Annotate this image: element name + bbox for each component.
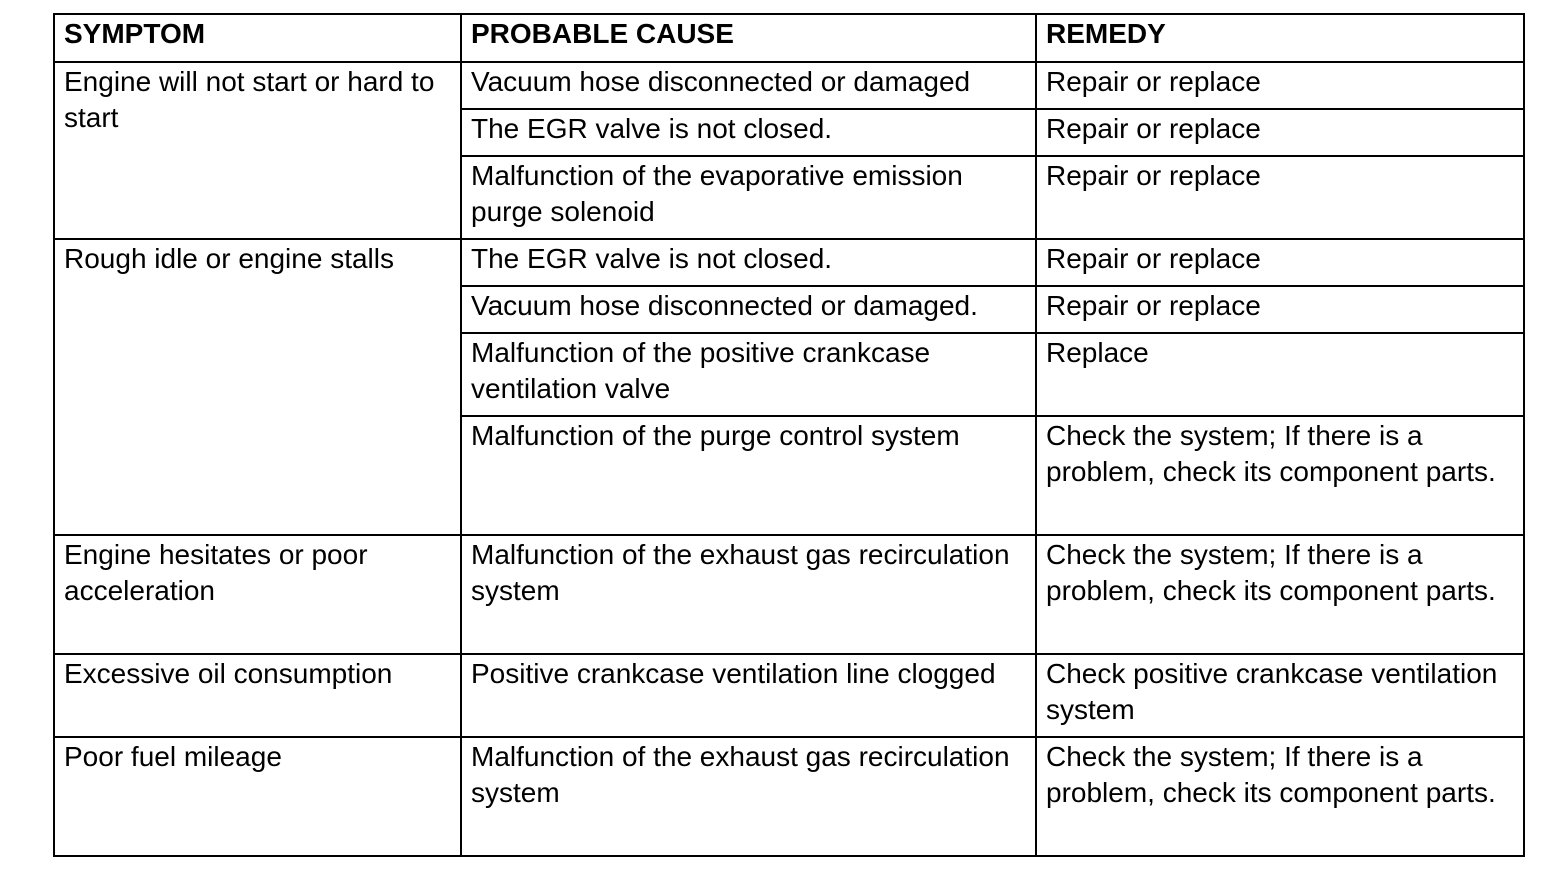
remedy-cell: Check the system; If there is a problem, check its component parts. <box>1036 737 1524 856</box>
table-row <box>54 535 1524 654</box>
remedy-cell: Repair or replace <box>1036 156 1524 239</box>
remedy-cell: Check the system; If there is a problem, check its component parts. <box>1036 535 1524 654</box>
remedy-cell: Repair or replace <box>1036 239 1524 286</box>
cause-cell: Malfunction of the evaporative emission purge solenoid <box>461 156 1036 239</box>
header-probable-cause: PROBABLE CAUSE <box>461 14 1036 62</box>
cause-cell: Malfunction of the exhaust gas recirculation system <box>461 737 1036 856</box>
remedy-cell: Repair or replace <box>1036 62 1524 109</box>
cause-cell: Malfunction of the exhaust gas recirculation system <box>461 535 1036 654</box>
table-row <box>54 654 1524 737</box>
table-row <box>54 737 1524 856</box>
symptom-cell: Rough idle or engine stalls <box>54 239 461 535</box>
table-row <box>54 239 1524 286</box>
symptom-cell: Poor fuel mileage <box>54 737 461 856</box>
cause-cell: The EGR valve is not closed. <box>461 109 1036 156</box>
troubleshooting-table <box>53 13 1525 857</box>
remedy-cell: Repair or replace <box>1036 109 1524 156</box>
remedy-cell: Replace <box>1036 333 1524 416</box>
header-row <box>54 14 1524 62</box>
cause-cell: The EGR valve is not closed. <box>461 239 1036 286</box>
table-row <box>54 62 1524 109</box>
symptom-cell: Engine hesitates or poor acceleration <box>54 535 461 654</box>
cause-cell: Malfunction of the purge control system <box>461 416 1036 535</box>
cause-cell: Vacuum hose disconnected or damaged <box>461 62 1036 109</box>
symptom-cell: Engine will not start or hard to start <box>54 62 461 239</box>
header-symptom: SYMPTOM <box>54 14 461 62</box>
header-remedy: REMEDY <box>1036 14 1524 62</box>
remedy-cell: Check positive crankcase ventilation system <box>1036 654 1524 737</box>
cause-cell: Vacuum hose disconnected or damaged. <box>461 286 1036 333</box>
cause-cell: Positive crankcase ventilation line clogged <box>461 654 1036 737</box>
cause-cell: Malfunction of the positive crankcase ventilation valve <box>461 333 1036 416</box>
remedy-cell: Check the system; If there is a problem, check its component parts. <box>1036 416 1524 535</box>
symptom-cell: Excessive oil consumption <box>54 654 461 737</box>
remedy-cell: Repair or replace <box>1036 286 1524 333</box>
